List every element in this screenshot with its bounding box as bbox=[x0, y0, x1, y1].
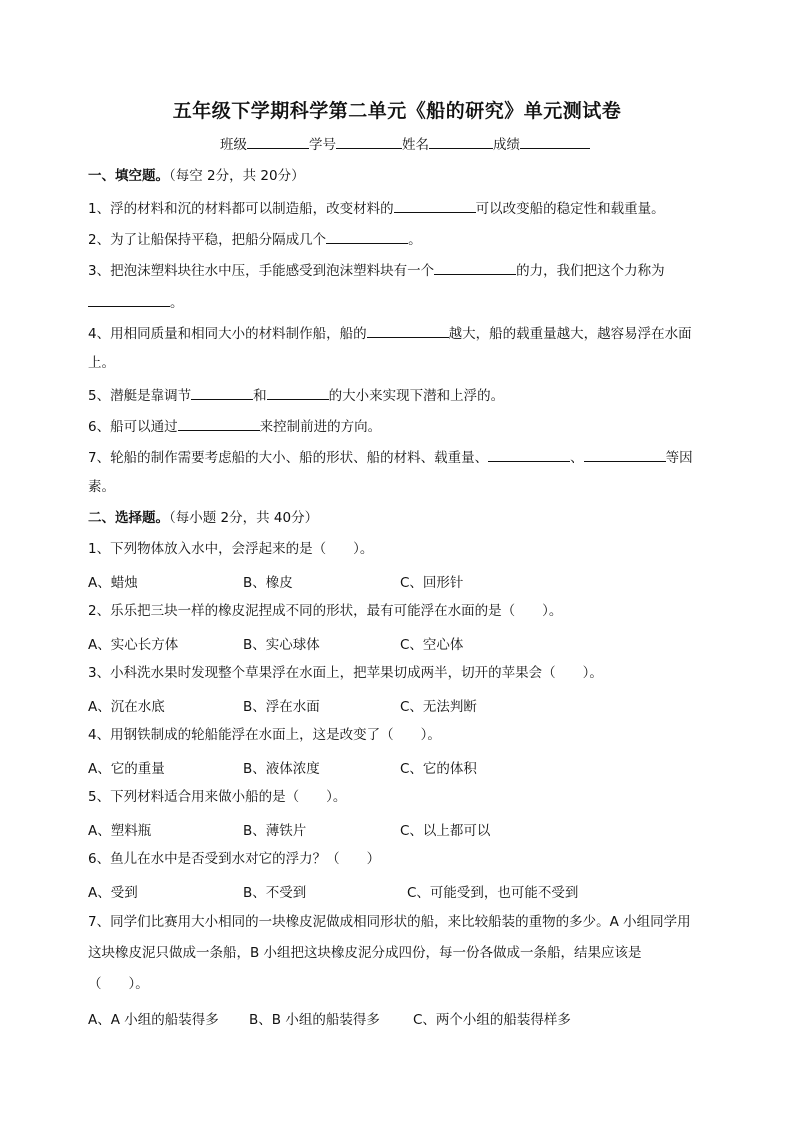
class-label: 班级 bbox=[220, 137, 247, 153]
page-title: 五年级下学期科学第二单元《船的研究》单元测试卷 bbox=[172, 100, 622, 122]
option-a[interactable]: A、塑料瓶 bbox=[88, 823, 152, 839]
question-text: 7、轮船的制作需要考虑船的大小、船的形状、船的材料、载重量、 bbox=[88, 450, 489, 466]
option-c[interactable]: C、回形针 bbox=[400, 575, 464, 591]
question-text: 。 bbox=[408, 232, 422, 248]
answer-blank[interactable] bbox=[88, 292, 170, 307]
question-text: 5、潜艇是靠调节 bbox=[88, 388, 192, 404]
fill-question-6 bbox=[88, 416, 381, 436]
choice-question-6: 6、鱼儿在水中是否受到水对它的浮力？（ ） bbox=[88, 851, 381, 867]
section1-heading bbox=[88, 167, 305, 185]
option-c[interactable]: C、可能受到，也可能不受到 bbox=[407, 885, 579, 901]
answer-blank[interactable] bbox=[267, 385, 329, 400]
fill-question-7 bbox=[88, 447, 693, 467]
option-b[interactable]: B、液体浓度 bbox=[243, 761, 320, 777]
choice-question-7: 7、同学们比赛用大小相同的一块橡皮泥做成相同形状的船，来比较船装的重物的多少。A 小组同学用 bbox=[88, 914, 691, 930]
section2-title: 二、选择题。 bbox=[88, 510, 169, 526]
student-id-blank[interactable] bbox=[336, 134, 402, 149]
option-c[interactable]: C、它的体积 bbox=[400, 761, 477, 777]
question-text: 可以改变船的稳定性和载重量。 bbox=[475, 201, 665, 217]
fill-question-4 bbox=[88, 323, 692, 343]
fill-question-1 bbox=[88, 198, 665, 218]
question-text: 3、把泡沫塑料块往水中压，手能感受到泡沫塑料块有一个 bbox=[88, 263, 435, 279]
question-text: 来控制前进的方向。 bbox=[259, 419, 382, 435]
option-a[interactable]: A、它的重量 bbox=[88, 761, 165, 777]
choice-question-1: 1、下列物体放入水中，会浮起来的是（ ）。 bbox=[88, 541, 374, 557]
choice-question-7-paren: （ ）。 bbox=[88, 976, 149, 992]
answer-blank[interactable] bbox=[326, 229, 408, 244]
option-b[interactable]: B、橡皮 bbox=[243, 575, 293, 591]
option-a[interactable]: A、受到 bbox=[88, 885, 138, 901]
question-text: 的大小来实现下潜和上浮的。 bbox=[328, 388, 505, 404]
answer-blank[interactable] bbox=[394, 198, 476, 213]
name-label: 姓名 bbox=[402, 137, 429, 153]
question-text: 6、船可以通过 bbox=[88, 419, 178, 435]
section2-heading bbox=[88, 509, 318, 527]
option-a[interactable]: A、沉在水底 bbox=[88, 699, 165, 715]
fill-question-3-cont bbox=[88, 292, 184, 312]
choice-question-5: 5、下列材料适合用来做小船的是（ ）。 bbox=[88, 789, 347, 805]
score-blank[interactable] bbox=[520, 134, 590, 149]
question-text: 、 bbox=[570, 450, 584, 466]
fill-question-5 bbox=[88, 385, 504, 405]
question-text: 4、用相同质量和相同大小的材料制作船，船的 bbox=[88, 326, 367, 342]
choice-question-2: 2、乐乐把三块一样的橡皮泥捏成不同的形状，最有可能浮在水面的是（ ）。 bbox=[88, 603, 563, 619]
option-c[interactable]: C、无法判断 bbox=[400, 699, 477, 715]
option-c[interactable]: C、以上都可以 bbox=[400, 823, 491, 839]
choice-question-3: 3、小科洗水果时发现整个草果浮在水面上，把苹果切成两半，切开的苹果会（ ）。 bbox=[88, 665, 603, 681]
fill-question-4-cont bbox=[88, 354, 115, 372]
question-text: 2、为了让船保持平稳，把船分隔成几个 bbox=[88, 232, 327, 248]
fill-question-3 bbox=[88, 260, 665, 280]
fill-question-2 bbox=[88, 229, 422, 249]
option-a[interactable]: A、A 小组的船装得多 bbox=[88, 1012, 219, 1028]
section1-title: 一、填空题。 bbox=[88, 168, 169, 184]
student-info-line bbox=[220, 134, 590, 154]
option-a[interactable]: A、实心长方体 bbox=[88, 637, 179, 653]
question-text: 1、浮的材料和沉的材料都可以制造船，改变材料的 bbox=[88, 201, 394, 217]
answer-blank[interactable] bbox=[367, 323, 449, 338]
answer-blank[interactable] bbox=[178, 416, 260, 431]
answer-blank[interactable] bbox=[488, 447, 570, 462]
question-text: 等因 bbox=[665, 450, 693, 466]
student-id-label: 学号 bbox=[309, 137, 336, 153]
answer-blank[interactable] bbox=[191, 385, 253, 400]
option-c[interactable]: C、空心体 bbox=[400, 637, 464, 653]
option-b[interactable]: B、B 小组的船装得多 bbox=[249, 1012, 380, 1028]
score-label: 成绩 bbox=[493, 137, 520, 153]
question-text: 。 bbox=[170, 295, 184, 311]
question-text: 越大，船的载重量越大，越容易浮在水面 bbox=[448, 326, 692, 342]
option-a[interactable]: A、蜡烛 bbox=[88, 575, 138, 591]
question-text: 和 bbox=[253, 388, 267, 404]
option-c[interactable]: C、两个小组的船装得样多 bbox=[413, 1012, 571, 1028]
section2-note: （每小题 2分，共 40分） bbox=[169, 510, 319, 526]
answer-blank[interactable] bbox=[434, 260, 516, 275]
name-blank[interactable] bbox=[429, 134, 493, 149]
question-text: 上。 bbox=[88, 355, 115, 371]
option-b[interactable]: B、实心球体 bbox=[243, 637, 320, 653]
choice-question-4: 4、用钢铁制成的轮船能浮在水面上，这是改变了（ ）。 bbox=[88, 727, 441, 743]
fill-question-7-cont bbox=[88, 478, 115, 496]
answer-blank[interactable] bbox=[584, 447, 666, 462]
question-text: 的力，我们把这个力称为 bbox=[516, 263, 665, 279]
option-b[interactable]: B、不受到 bbox=[243, 885, 307, 901]
class-blank[interactable] bbox=[247, 134, 309, 149]
option-b[interactable]: B、薄铁片 bbox=[243, 823, 307, 839]
option-b[interactable]: B、浮在水面 bbox=[243, 699, 320, 715]
choice-question-7-cont: 这块橡皮泥只做成一条船，B 小组把这块橡皮泥分成四份，每一份各做成一条船，结果应该是 bbox=[88, 945, 642, 961]
section1-note: （每空 2分，共 20分） bbox=[169, 168, 305, 184]
question-text: 素。 bbox=[88, 479, 115, 495]
